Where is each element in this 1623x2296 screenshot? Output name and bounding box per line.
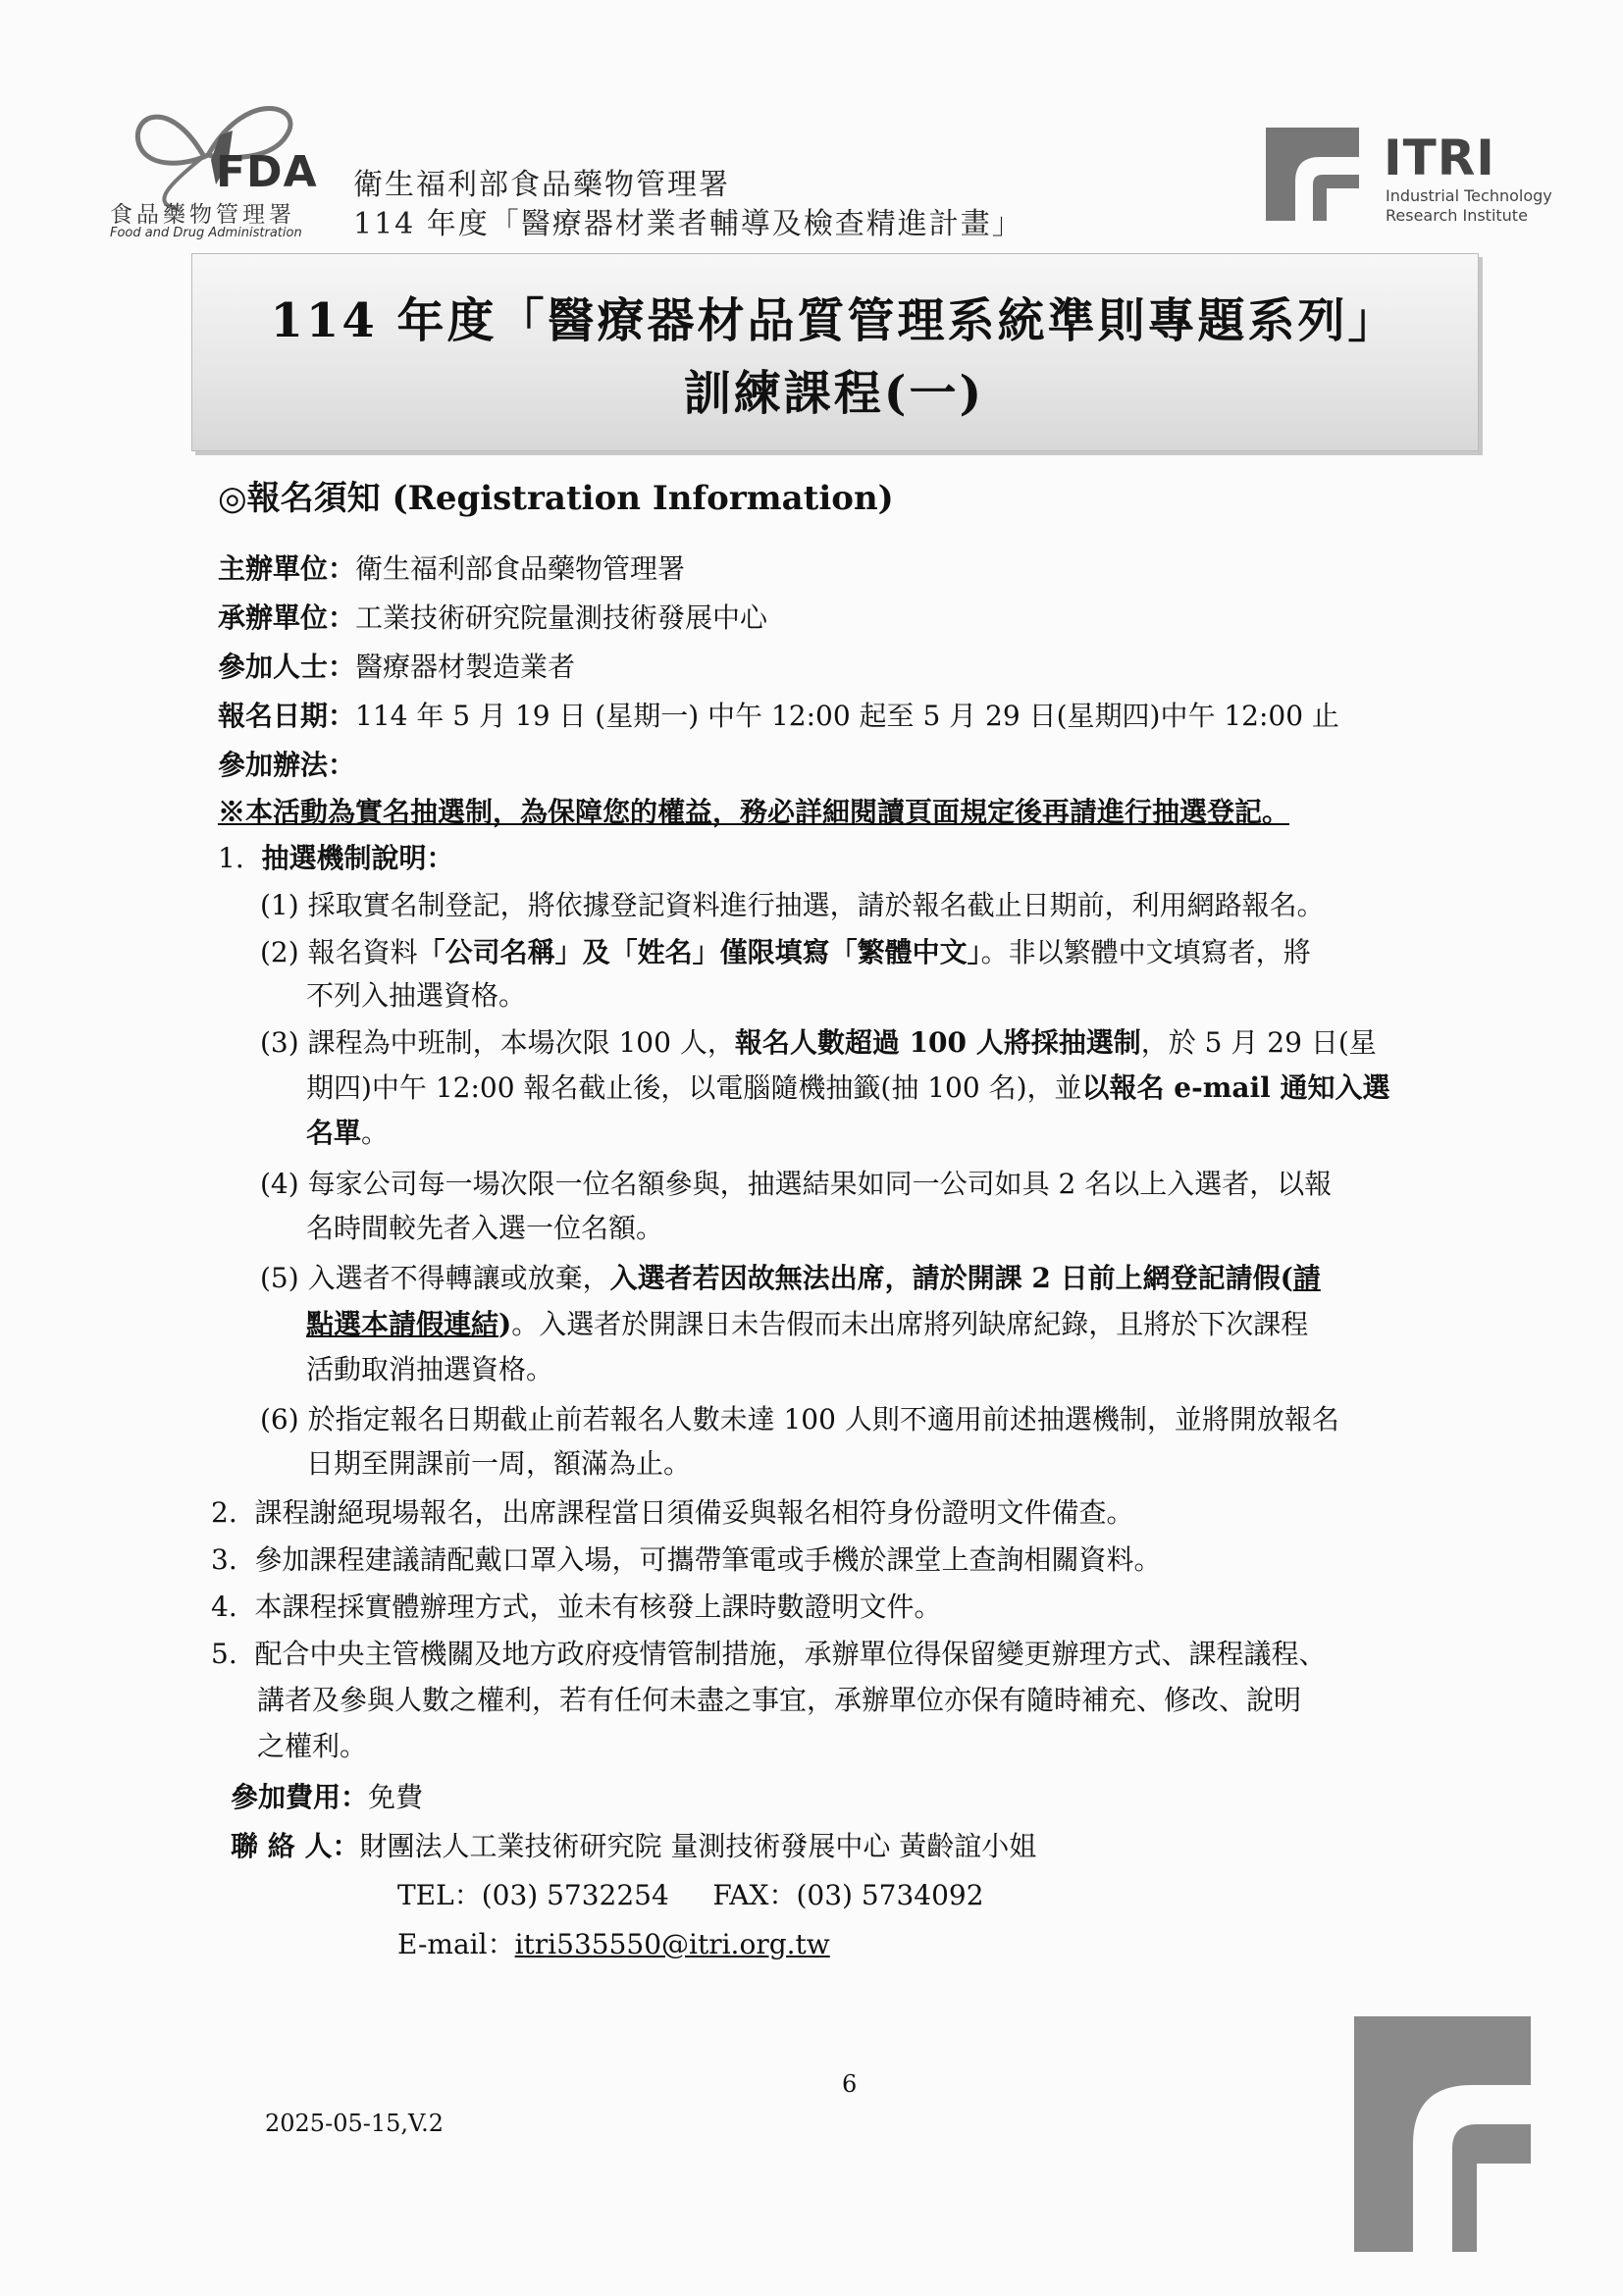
coorganizer-value: 工業技術研究院量測技術發展中心 <box>355 601 768 634</box>
item-2-text: 課程謝絕現場報名，出席課程當日須備妥與報名相符身份證明文件備查。 <box>254 1496 1134 1529</box>
contact-email-row <box>397 1925 830 1964</box>
sub-item-3-line-3-bold: 名單 <box>306 1117 362 1149</box>
sub-item-3-line-3 <box>306 1114 389 1153</box>
item-5-text: 配合中央主管機關及地方政府疫情管制措施，承辦單位得保留變更辦理方式、課程議程、 <box>254 1638 1327 1670</box>
page-title-line-2: 訓練課程(一) <box>683 366 985 421</box>
sub-item-1 <box>260 886 1325 925</box>
leave-request-link[interactable]: 點選本請假連結 <box>306 1308 499 1340</box>
sub-item-5-line-2-text: 。入選者於開課日未告假而未出席將列缺席紀錄，且將於下次課程 <box>511 1308 1309 1340</box>
sub-item-6-line-2: 日期至開課前一周，額滿為止。 <box>306 1447 692 1480</box>
sub-item-3-text-a: 課程為中班制，本場次限 100 人， <box>307 1026 735 1059</box>
sub-item-3-line-3-text: 。 <box>361 1117 390 1149</box>
page-number: 6 <box>842 2070 858 2098</box>
itri-subtitle-2: Research Institute <box>1386 206 1528 225</box>
date-label: 報名日期： <box>218 700 356 732</box>
sub-item-5-text-a: 入選者不得轉讓或放棄， <box>307 1262 610 1294</box>
fee-label: 參加費用： <box>231 1781 369 1813</box>
sub-item-1-number: (1) <box>260 889 299 921</box>
date-row <box>218 697 1339 736</box>
sub-item-2-number: (2) <box>260 936 299 968</box>
sub-item-4-text: 每家公司每一場次限一位名額參與，抽選結果如同一公司如具 2 名以上入選者，以報 <box>307 1168 1333 1200</box>
sub-item-5-number: (5) <box>260 1262 299 1294</box>
sub-item-4-number: (4) <box>260 1168 299 1200</box>
header-plan: 114 年度「醫療器材業者輔導及檢查精進計畫」 <box>353 207 1023 241</box>
contact-email-link[interactable]: itri535550@itri.org.tw <box>514 1928 830 1960</box>
fda-wordmark: FDA <box>216 147 318 197</box>
fee-row <box>231 1778 423 1817</box>
sub-item-5-text-bold: 入選者若因故無法出席，請於開課 2 日前上網登記請假( <box>609 1262 1293 1294</box>
notice-text: ※本活動為實名抽選制，為保障您的權益，務必詳細閱讀頁面規定後再請進行抽選登記。 <box>218 796 1290 828</box>
participants-label: 參加人士： <box>218 651 356 683</box>
sub-item-4 <box>260 1165 1332 1204</box>
sub-item-6-number: (6) <box>260 1403 299 1435</box>
participants-value: 醫療器材製造業者 <box>355 651 576 683</box>
fee-value: 免費 <box>368 1781 424 1813</box>
header-org: 衛生福利部食品藥物管理署 <box>353 168 730 202</box>
item-3 <box>211 1540 1162 1580</box>
leave-link-start[interactable]: 請 <box>1292 1262 1321 1294</box>
item-4 <box>211 1588 942 1627</box>
itri-subtitle-1: Industrial Technology <box>1386 186 1552 205</box>
leave-link-close-paren: ) <box>498 1308 512 1340</box>
page-title-line-1: 114 年度「醫療器材品質管理系統準則專題系列」 <box>270 293 1398 348</box>
contact-phone-row <box>397 1876 984 1915</box>
sub-item-3 <box>260 1023 1377 1063</box>
item-5 <box>211 1635 1327 1674</box>
sub-item-3-text-bold: 報名人數超過 100 人將採抽選制 <box>734 1026 1141 1059</box>
contact-fax: FAX：(03) 5734092 <box>712 1879 984 1911</box>
fda-name-en: Food and Drug Administration <box>110 226 302 240</box>
itri-logo-icon <box>1266 128 1359 221</box>
item-5-line-3: 之權利。 <box>257 1730 368 1762</box>
organizer-label: 主辦單位： <box>218 552 356 585</box>
participants-row <box>218 648 575 687</box>
item-2 <box>211 1493 1134 1533</box>
date-value: 114 年 5 月 19 日 (星期一) 中午 12:00 起至 5 月 29 日(星期四)中午 12:00 止 <box>355 700 1339 732</box>
sub-item-3-line-2-bold: 以報名 e-mail 通知入選 <box>1081 1071 1390 1104</box>
contact-tel: TEL：(03) 5732254 <box>397 1879 669 1911</box>
contact-email-label: E-mail： <box>397 1928 515 1960</box>
item-2-number: 2. <box>211 1496 237 1529</box>
item-1-number: 1. <box>218 842 244 874</box>
item-4-text: 本課程採實體辦理方式，並未有核發上課時數證明文件。 <box>254 1591 942 1623</box>
sub-item-3-line-2 <box>306 1069 1390 1108</box>
sub-item-2-text-c: 。非以繁體中文填寫者，將 <box>980 936 1311 968</box>
method-row <box>218 746 355 785</box>
sub-item-5-line-2 <box>306 1305 1308 1344</box>
sub-item-2-text-bold: 「公司名稱」及「姓名」僅限填寫「繁體中文」 <box>417 936 981 968</box>
sub-item-6 <box>260 1400 1339 1439</box>
sub-item-2 <box>260 933 1311 972</box>
sub-item-3-text-c: ，於 5 月 29 日(星 <box>1140 1026 1377 1059</box>
sub-item-3-line-2-text: 期四)中午 12:00 報名截止後，以電腦隨機抽籤(抽 100 名)，並 <box>306 1071 1082 1104</box>
fda-name-cn: 食品藥物管理署 <box>110 202 295 228</box>
itri-wordmark: ITRI <box>1384 130 1495 186</box>
section-heading: ◎報名須知 (Registration Information) <box>218 479 894 518</box>
item-1 <box>218 839 454 878</box>
item-3-text: 參加課程建議請配戴口罩入場，可攜帶筆電或手機於課堂上查詢相關資料。 <box>254 1543 1162 1576</box>
coorganizer-row <box>218 599 767 638</box>
sub-item-2-line-2: 不列入抽選資格。 <box>306 979 527 1012</box>
sub-item-3-number: (3) <box>260 1026 299 1059</box>
organizer-row <box>218 549 685 589</box>
item-3-number: 3. <box>211 1543 237 1576</box>
item-4-number: 4. <box>211 1591 237 1623</box>
document-version: 2025-05-15,V.2 <box>265 2110 445 2137</box>
item-5-line-2: 講者及參與人數之權利，若有任何未盡之事宜，承辦單位亦保有隨時補充、修改、說明 <box>257 1684 1302 1716</box>
sub-item-6-text: 於指定報名日期截止前若報名人數未達 100 人則不適用前述抽選機制，並將開放報名 <box>307 1403 1339 1435</box>
item-1-title: 抽選機制說明： <box>261 842 454 874</box>
itri-footer-logo-icon <box>1354 2016 1531 2252</box>
contact-row <box>231 1827 1036 1866</box>
sub-item-5 <box>260 1259 1321 1298</box>
item-5-number: 5. <box>211 1638 237 1670</box>
sub-item-5-line-3: 活動取消抽選資格。 <box>306 1353 554 1385</box>
contact-label: 聯 絡 人： <box>231 1830 360 1862</box>
method-label: 參加辦法： <box>218 749 356 781</box>
coorganizer-label: 承辦單位： <box>218 601 356 634</box>
contact-name: 財團法人工業技術研究院 量測技術發展中心 黃齡誼小姐 <box>359 1830 1037 1862</box>
sub-item-1-text: 採取實名制登記，將依據登記資料進行抽選，請於報名截止日期前，利用網路報名。 <box>307 889 1325 921</box>
organizer-value: 衛生福利部食品藥物管理署 <box>355 552 686 585</box>
sub-item-2-text-a: 報名資料 <box>307 936 418 968</box>
sub-item-4-line-2: 名時間較先者入選一位名額。 <box>306 1212 664 1244</box>
